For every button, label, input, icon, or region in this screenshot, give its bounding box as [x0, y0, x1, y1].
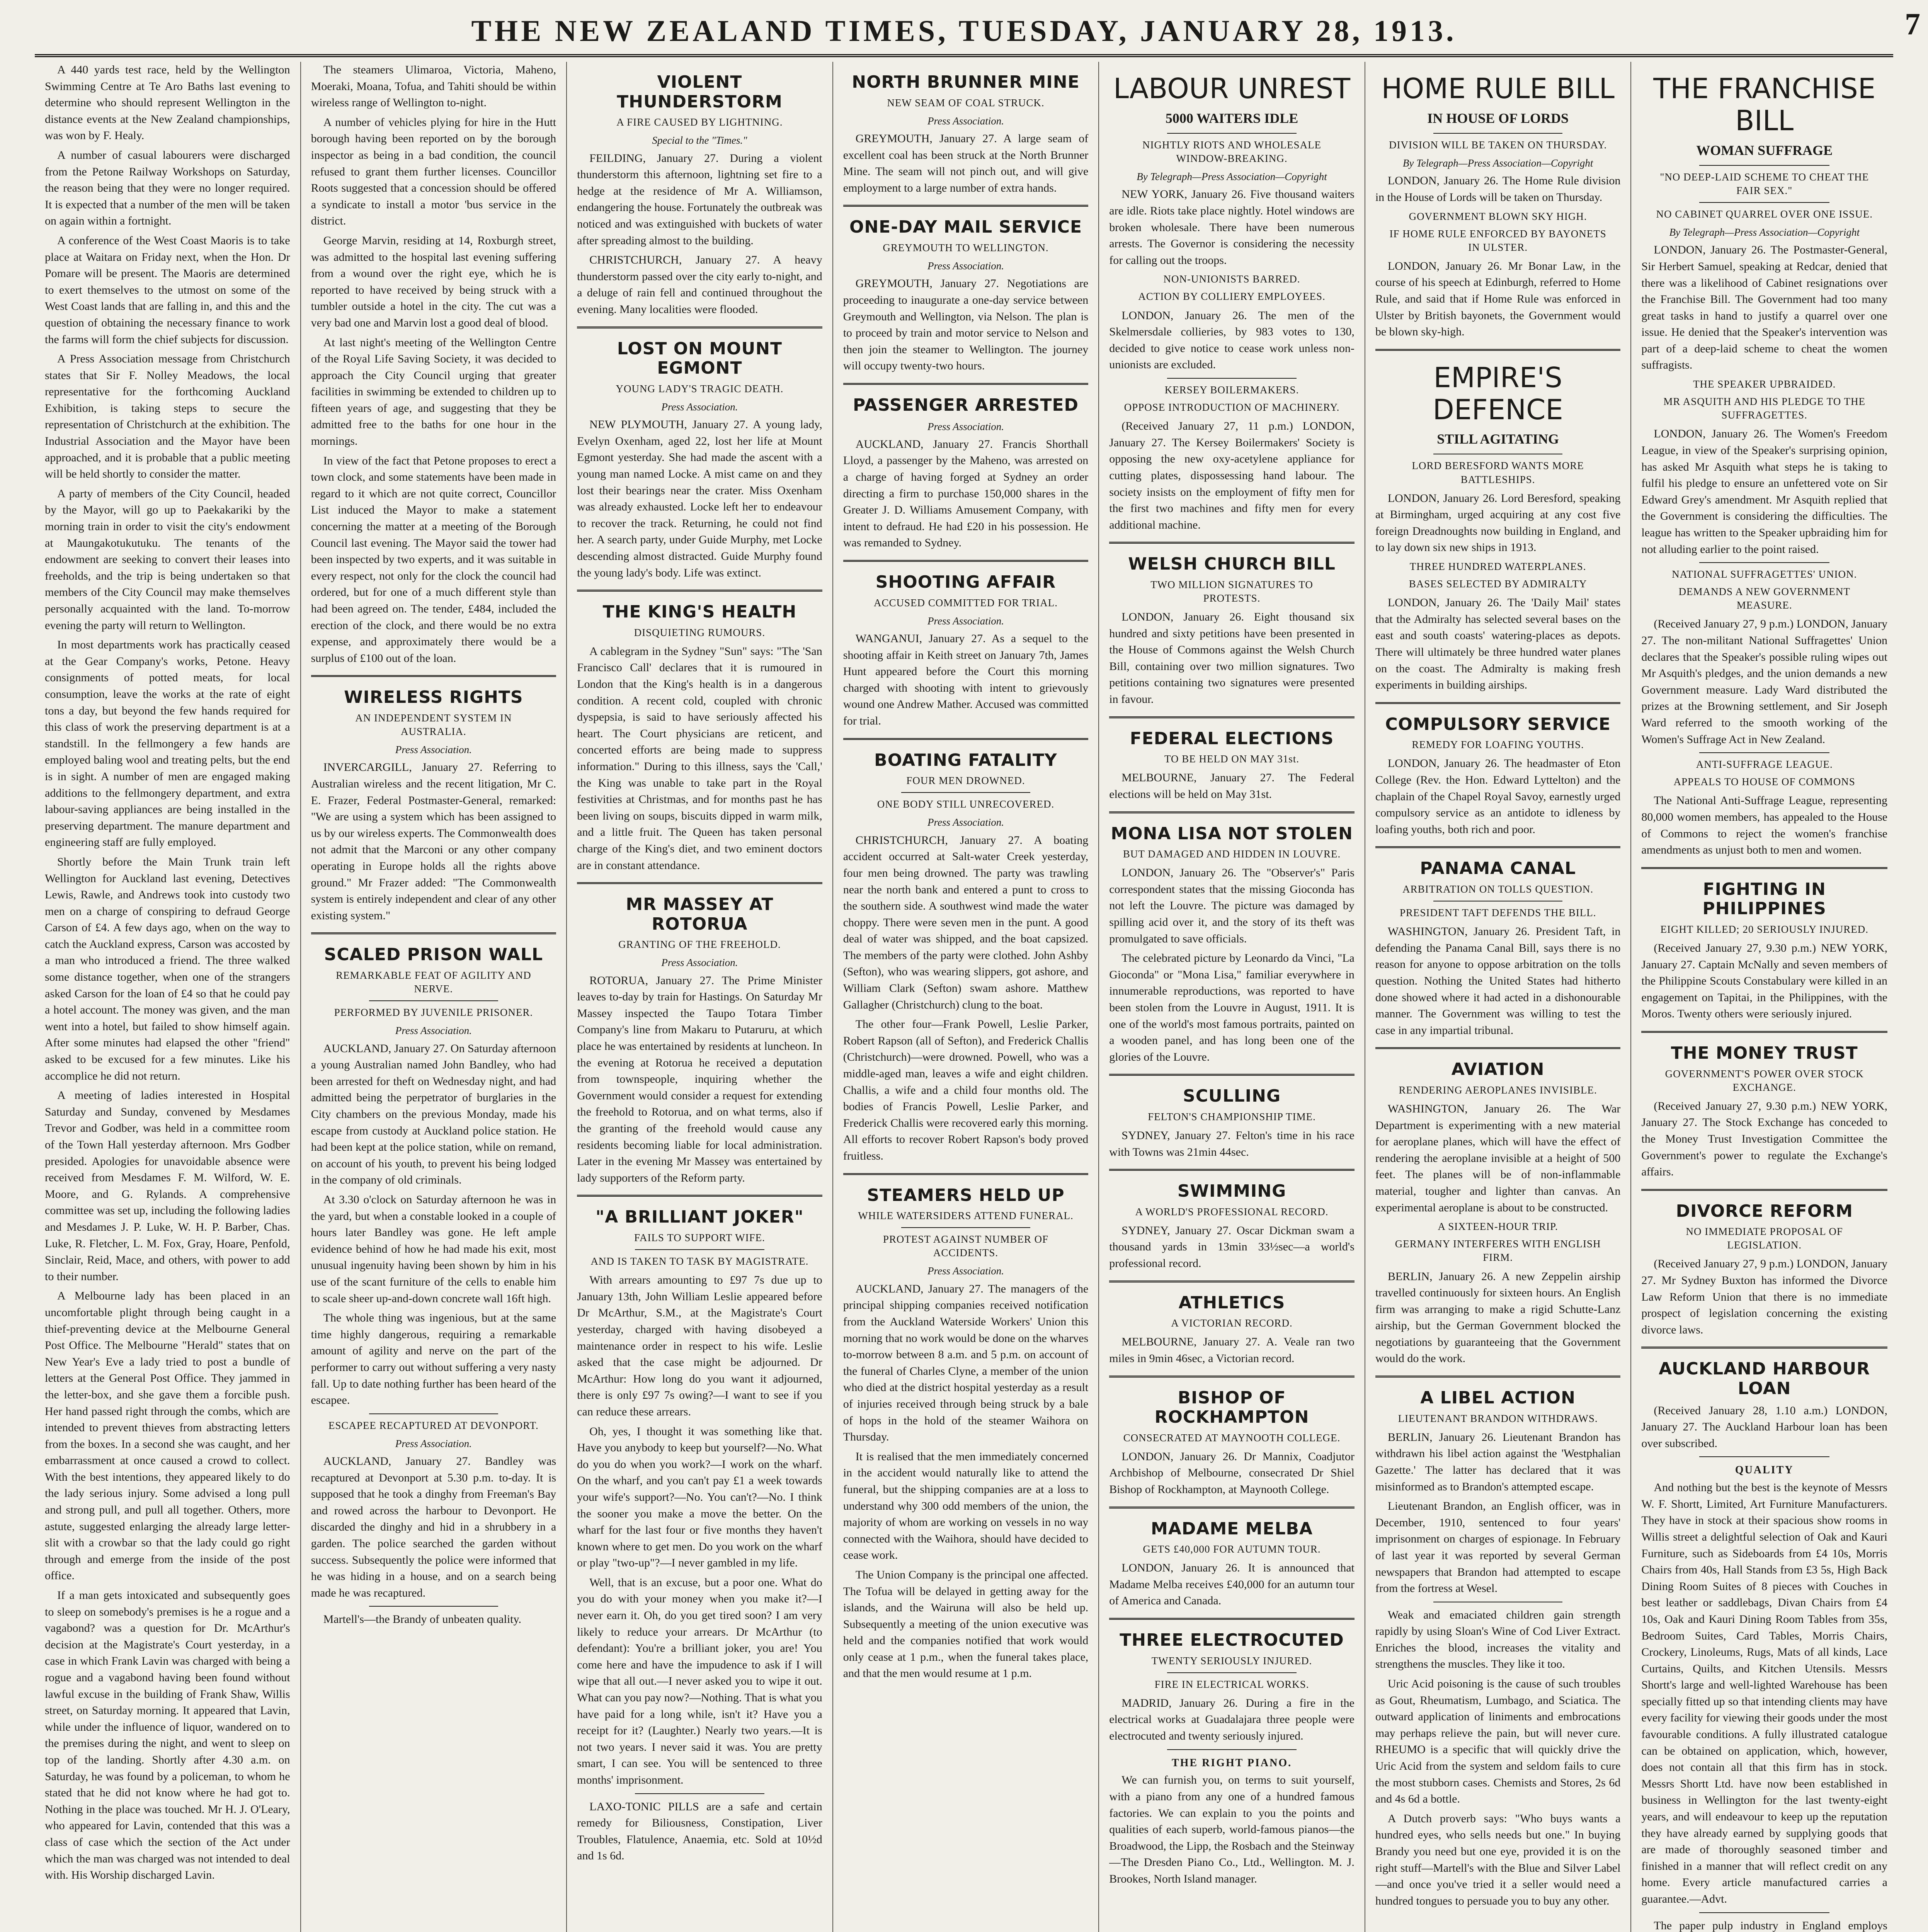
dateline: By Telegraph—Press Association—Copyright [1402, 157, 1593, 169]
section-rule [1375, 846, 1621, 848]
paragraph: LONDON, January 26. The Home Rule division in the House of Lords will be taken on Thursday. [1375, 174, 1621, 204]
headline: THE KING'S HEALTH [602, 602, 797, 622]
subheadline: APPEALS TO HOUSE OF COMMONS [1673, 776, 1855, 788]
subheadline: GRANTING OF THE FREEHOLD. [618, 939, 781, 951]
subheadline: DEMANDS A NEW GOVERNMENT MEASURE. [1678, 586, 1850, 611]
section-rule [843, 738, 1089, 740]
subheadline: FELTON'S CHAMPIONSHIP TIME. [1148, 1111, 1316, 1122]
section-rule [1641, 1031, 1887, 1033]
section-rule [311, 675, 556, 677]
subheadline: PRESIDENT TAFT DEFENDS THE BILL. [1399, 907, 1596, 919]
section-rule [1109, 1169, 1355, 1171]
paragraph: Shortly before the Main Trunk train left Wellington for Auckland last evening, Detectives Lewis, Rawle, and Andrews took into custody two men on a charge of conspiring to defraud George Carson of £4. A few days ago, when on the way to catch the Auckland express, Carson was accosted by a man who introduced a friend. The three walked some distance together, when one of the strangers asked Carson for the loan of £4 so that he could pay a hotel account. The money was given, and the man went into a hotel, but failed to show himself again. After some minutes had elapsed the other "friend" asked to be excused for a few minutes. Like his accomplice he did not return. [45, 855, 290, 1082]
subheadline: STILL AGITATING [1437, 431, 1559, 447]
paragraph: The celebrated picture by Leonardo da Vinci, "La Gioconda" or "Mona Lisa," familiar everywhere in innumerable reproductions, was reported to have been stolen from the Louvre in August, 1911. It is one of the world's most famous portraits, painted on a wooden panel, and has long been one of the glories of the Louvre. [1109, 952, 1355, 1063]
subheadline: NATIONAL SUFFRAGETTES' UNION. [1672, 568, 1857, 580]
advertisement: And nothing but the best is the keynote of Messrs W. F. Shortt, Limited, Art Furniture Manufacturers. They have in stock at their spacious show rooms in Willis street a delightful selection of Oak and Kauri Furniture, such as Sideboards from £4 10s, Morris Chairs from 40s, Hall Stands from £3 5s, High Back Dining Room Suites of 8 pieces with Couches in best leather or saddlebags, Divan Chairs from £4 10s, Oak and Kauri Dining Room Tables from 35s, Bedroom Suites, Card Tables, Morris Chairs, Crockery, Linoleums, Rugs, Mats of all kinds, Lace Curtains, Quilts, and Kitchen Utensils. Messrs Shortt's large and well-lighted Warehouse has been specially fitted up so that intending clients may have every facility for viewing their goods under the most favourable conditions. A fully illustrated catalogue can be obtained on application, which, however, does not contain all that this firm has in stock. Messrs Shortt Ltd. have now been established in business in Wellington for the last twenty-eight years, and will endeavour to keep up the reputation they have already earned by supplying goods that are made of thoroughly seasoned timber and finished in a manner that will reflect credit on any home. Every article manufactured carries a guarantee.—Advt. [1641, 1481, 1887, 1905]
headline: MR MASSEY AT ROTORUA [626, 895, 774, 934]
dateline: By Telegraph—Press Association—Copyright [1669, 226, 1860, 238]
divider [369, 1606, 499, 1607]
paragraph: LONDON, January 26. The "Observer's" Paris correspondent states that the missing Gioconda has not left the Louvre. The picture was damaged by spilling acid over it, and the story of its theft was promulgated to save officials. [1109, 866, 1355, 945]
paragraph: NEW PLYMOUTH, January 27. A young lady, Evelyn Oxenham, aged 22, lost her life at Mount Egmont yesterday. She had made the ascent with a young man named Locke. A mist came on and they lost their bearings near the crater. Miss Oxenham was already exhausted. Locke left her to endeavour to recover the track. Returning, he could not find her. A search party, under Guide Murphy, met Locke descending almost distracted. Guide Murphy found the young lady's body. Life was extinct. [577, 418, 822, 579]
subheadline: REMARKABLE FEAT OF AGILITY AND NERVE. [336, 969, 531, 995]
divider [369, 1000, 499, 1001]
dateline: Press Association. [927, 420, 1004, 432]
headline: THREE ELECTROCUTED [1120, 1630, 1344, 1650]
dateline: Press Association. [927, 260, 1004, 272]
paragraph: NEW YORK, January 26. Five thousand waiters are idle. Riots take place nightly. Hotel windows are broken wholesale. There have been numerous arrests. The Governor is considering the necessity for calling out the troops. [1109, 188, 1355, 267]
section-rule [577, 590, 822, 592]
headline: BISHOP OF ROCKHAMPTON [1154, 1388, 1309, 1427]
paragraph: BERLIN, January 26. A new Zeppelin airship travelled continuously for sixteen hours. An English firm was arranging to make a rigid Schutte-Lanz airship, but the German Government blocked the negotiations by guaranteeing that the Government would do the work. [1375, 1270, 1621, 1365]
divider [1699, 752, 1829, 753]
subheadline: DIVISION WILL BE TAKEN ON THURSDAY. [1389, 139, 1607, 151]
advertisement: LAXO-TONIC PILLS are a safe and certain remedy for Biliousness, Constipation, Liver Troubles, Flatulence, Anaemia, etc. Sold at 10½d and 1s 6d. [577, 1800, 822, 1862]
headline: ONE-DAY MAIL SERVICE [849, 217, 1082, 237]
section-rule [843, 560, 1089, 562]
page-number: 7 [1905, 7, 1920, 41]
paragraph: A number of casual labourers were discharged from the Petone Railway Workshops on Saturday, the reason being that they were no longer required. It is expected that a number of the men will be taken on again within a fortnight. [45, 148, 290, 228]
section-rule [1641, 867, 1887, 869]
subheadline: A VICTORIAN RECORD. [1171, 1317, 1293, 1329]
paragraph: INVERCARGILL, January 27. Referring to Australian wireless and the recent litigation, Mr C. E. Frazer, Federal Postmaster-General, remarked: "We are using a system which has been assigned to us by our wireless experts. The Commonwealth does not admit that the Marconi or any other company operating in Europe holds all the rights above ground." Mr Frazer added: "The Commonwealth system is entirely independent and clear of any other existing system." [311, 761, 556, 922]
headline: HOME RULE BILL [1381, 72, 1615, 105]
subheadline: THREE HUNDRED WATERPLANES. [1409, 561, 1586, 573]
divider [1699, 165, 1829, 166]
subheadline: FOUR MEN DROWNED. [906, 775, 1025, 787]
advertisement: A Dutch proverb says: "Who buys wants a hundred eyes, who sells needs but one." In buying Brandy you need but one eye, provided it is on the right stuff—Martell's with the Blue and Silver Label—and once you've tried it a seller would need a hundred tongues to persuade you to buy any other. [1375, 1812, 1621, 1907]
column-7 [1631, 62, 1897, 1932]
section-rule [843, 205, 1089, 207]
paragraph: A meeting of ladies interested in Hospital Saturday and Sunday, convened by Mesdames Trevor and Godber, was held in a committee room of the Town Hall yesterday afternoon. Mrs Godber presided. Apologies for unavoidable absence were received from Mesdames F. M. Wilford, W. E. Moore, and G. Rylands. A comprehensive committee was set up, including the following ladies and Mesdames J. P. Luke, W. H. P. Barber, Chas. Luke, R. Fletcher, L. M. Fox, Gray, Hoare, Penfold, Sinclair, Reid, Mace, and others, with power to add to their number. [45, 1089, 290, 1283]
advertisement-heading: QUALITY [1735, 1464, 1794, 1476]
subheadline: GOVERNMENT'S POWER OVER STOCK EXCHANGE. [1665, 1068, 1864, 1093]
paragraph: LONDON, January 26. The men of the Skelmersdale collieries, by 983 votes to 130, decided to give notice to cease work unless non-unionists are excluded. [1109, 309, 1355, 371]
paragraph: AUCKLAND, January 27. Bandley was recaptured at Devonport at 5.30 p.m. to-day. It is supposed that he took a dinghy from Freeman's Bay and rowed across the harbour to Devonport. He discarded the dinghy and hid in a shrubbery in a garden. The police searched the garden without success. Subsequently the police were informed that he was hiding in a house, and on a search being made he was recaptured. [311, 1455, 556, 1599]
subheadline: RENDERING AEROPLANES INVISIBLE. [1399, 1084, 1597, 1096]
paragraph: The paper pulp industry in England employs [1654, 1919, 1887, 1932]
section-rule [1109, 1507, 1355, 1509]
divider [635, 1249, 764, 1250]
headline: ATHLETICS [1178, 1293, 1285, 1313]
divider [1433, 133, 1563, 134]
section-rule [577, 1195, 822, 1197]
subheadline: EIGHT KILLED; 20 SERIOUSLY INJURED. [1660, 923, 1868, 935]
paragraph: In most departments work has practically ceased at the Gear Company's works, Petone. Heavy consignments of potted meats, for local consumption, leave the works at the rate of eight tons a day, but beyond the few hands required for this class of work the preserving department is at a standstill. In the fellmongery a few hands are employed baling wool and treating pelts, but the end is in sight. A number of men are engaged making additions to the fellmongery department, and extra labour-saving appliances are being installed in the preserving department. The manure department and engineering staff are fully employed. [45, 638, 290, 849]
paragraph: LONDON, January 26. The headmaster of Eton College (Rev. the Hon. Edward Lyttelton) and the chaplain of the Chapel Royal Savoy, earnestly urged compulsory service as an antidote to idleness by loafing youths, both rich and poor. [1375, 757, 1621, 836]
section-rule [1109, 811, 1355, 813]
paragraph: In view of the fact that Petone proposes to erect a town clock, and some statements have been made in regard to it which are not quite correct, Councillor List induced the Mayor to make a statement concerning the matter at a meeting of the Borough Council last evening. The Mayor said the tower had been inspected by two experts, and it was suitable in every respect, not only for the clock the council had ordered, but for one of a much different style than had been agreed on. The tender, £484, included the erection of the clock, and there would be no extra expense, and approximately there would be a surplus of £100 out of the loan. [311, 454, 556, 665]
paragraph: The steamers Ulimaroa, Victoria, Maheno, Moeraki, Moana, Tofua, and Tahiti should be within wireless range of Wellington to-night. [311, 63, 556, 109]
paragraph: The Union Company is the principal one affected. The Tofua will be delayed in getting away for the islands, and the Wairuna will also be held up. Subsequently a meeting of the union executive was held and the companies notified that work would only cease at 1 p.m., when the funeral takes place, and that the men would resume at 1 p.m. [843, 1568, 1089, 1680]
headline: LOST ON MOUNT EGMONT [617, 338, 783, 378]
paragraph: A conference of the West Coast Maoris is to take place at Waitara on Friday next, when the Hon. Dr Pomare will be present. The Maoris are determined to exert themselves to the utmost on some of the West Coast lands that are falling in, and this and the question of obtaining the necessary finance to work the farms will form the chief subjects for discussion. [45, 234, 290, 346]
headline: A LIBEL ACTION [1420, 1388, 1576, 1408]
subheadline: ESCAPEE RECAPTURED AT DEVONPORT. [328, 1419, 539, 1431]
section-rule [1641, 1347, 1887, 1349]
masthead [35, 8, 1893, 57]
subheadline: GREYMOUTH TO WELLINGTON. [883, 242, 1049, 253]
paragraph: A 440 yards test race, held by the Wellington Swimming Centre at Te Aro Baths last evening to determine who should represent Wellington in the distance events at the New Zealand championships, was won by F. Healy. [45, 63, 290, 142]
headline: NORTH BRUNNER MINE [852, 72, 1080, 92]
subheadline: "NO DEEP-LAID SCHEME TO CHEAT THE FAIR SEX." [1660, 171, 1869, 196]
headline: SCULLING [1183, 1086, 1281, 1106]
paragraph: (Received January 27, 9 p.m.) LONDON, January 27. Mr Sydney Buxton has informed the Divorce Law Reform Union that there is no immediate prospect of legislation concerning the existing divorce laws. [1641, 1257, 1887, 1336]
column-4 [833, 62, 1099, 1932]
subheadline: A WORLD'S PROFESSIONAL RECORD. [1135, 1206, 1329, 1218]
subheadline: NEW SEAM OF COAL STRUCK. [887, 97, 1045, 109]
column-5 [1099, 62, 1365, 1932]
column-grid [35, 62, 1897, 1932]
paragraph: GREYMOUTH, January 27. A large seam of excellent coal has been struck at the North Brunner Mine. The seam will not pinch out, and will give employment to a large number of extra hands. [843, 132, 1089, 194]
section-rule [577, 327, 822, 328]
subheadline: TWENTY SERIOUSLY INJURED. [1151, 1655, 1312, 1667]
paragraph: Well, that is an excuse, but a poor one. What do you do with your money when you make it?—I never earn it. Oh, do you get tired soon? I am very likely to reduce your arrears. Dr McArthur (to defendant): You're a brilliant joker, you are! You come here and have the impudence to ask if I will wipe that all out.—I never asked you to wipe it out. What can you pay now?—Nothing. That is what you have paid for a long while, isn't it? Have you a receipt for it? (Laughter.) Nearly two years.—It is not two years. I never said it was. You are pretty smart, I can see. You will be sentenced to three months' imprisonment. [577, 1576, 822, 1787]
paragraph: The National Anti-Suffrage League, representing 80,000 women members, has appealed to the House of Commons to reject the women's franchise amendments as unjust both to men and women. [1641, 794, 1887, 857]
section-rule [1109, 716, 1355, 718]
paragraph: BERLIN, January 26. Lieutenant Brandon has withdrawn his libel action against the 'Westphalian Gazette.' The latter has declared that it was misinformed as to Brandon's attempted escape. [1375, 1430, 1621, 1493]
paragraph: LONDON, January 26. The 'Daily Mail' states that the Admiralty has selected several bases on the east and south coasts' watering-places as depots. There will ultimately be three hundred water planes on the coast. The Admiralty is making fresh experiments in building airships. [1375, 596, 1621, 692]
paragraph: LONDON, January 26. Lord Beresford, speaking at Birmingham, urged acquiring at any cost five foreign Dreadnoughts now building in England, and to lay down six new ships in 1913. [1375, 492, 1621, 554]
dateline: Press Association. [395, 1437, 472, 1449]
dateline: Press Association. [395, 744, 472, 756]
subheadline: ANTI-SUFFRAGE LEAGUE. [1696, 759, 1833, 770]
divider [901, 792, 1031, 793]
advertisement: Uric Acid poisoning is the cause of such troubles as Gout, Rheumatism, Lumbago, and Sciatica. The outward application of liniments and embrocations may perhaps relieve the pain, but will never cure. RHEUMO is a specific that will quickly drive the Uric Acid from the system and seldom fails to cure the most stubborn cases. Chemists and Stores, 2s 6d and 4s 6d a bottle. [1375, 1677, 1621, 1806]
dateline: Special to the "Times." [652, 134, 747, 146]
subheadline: FAILS TO SUPPORT WIFE. [634, 1232, 765, 1244]
paragraph: The whole thing was ingenious, but at the same time highly dangerous, requiring a remarkable amount of agility and nerve on the part of the performer to carry out without suffering a very nasty fall. Up to date nothing further has been heard of the escapee. [311, 1311, 556, 1407]
divider [1699, 562, 1829, 563]
paragraph: LONDON, January 26. Dr Mannix, Coadjutor Archbishop of Melbourne, consecrated Dr Shiel Bishop of Rockhampton, at Maynooth College. [1109, 1450, 1355, 1496]
dateline: By Telegraph—Press Association—Copyright [1137, 171, 1327, 183]
masthead-title: THE NEW ZEALAND TIMES, TUESDAY, JANUARY 28, 1913. [471, 14, 1457, 48]
paragraph: (Received January 27, 9.30 p.m.) NEW YORK, January 27. The Stock Exchange has conceded to the Money Trust Investigation Committee the Government's power to regulate the Exchange's affairs. [1641, 1099, 1887, 1179]
paragraph: (Received January 28, 1.10 a.m.) LONDON, January 27. The Auckland Harbour loan has been over subscribed. [1641, 1404, 1887, 1450]
headline: STEAMERS HELD UP [867, 1185, 1065, 1205]
subheadline: BUT DAMAGED AND HIDDEN IN LOUVRE. [1123, 848, 1341, 860]
subheadline: FIRE IN ELECTRICAL WORKS. [1154, 1678, 1309, 1690]
section-rule [1109, 1281, 1355, 1282]
paragraph: George Marvin, residing at 14, Roxburgh street, was admitted to the hospital last evening suffering from a wound over the right eye, which he is reported to have received by being struck with a tumbler outside a hotel in the city. The cut was a very bad one and Marvin lost a good deal of blood. [311, 234, 556, 329]
subheadline: YOUNG LADY'S TRAGIC DEATH. [616, 383, 784, 395]
column-1 [35, 62, 301, 1932]
headline: AUCKLAND HARBOUR LOAN [1659, 1359, 1870, 1399]
paragraph: AUCKLAND, January 27. On Saturday afternoon a young Australian named John Bandley, who had been arrested for theft on Wednesday night, and had admitted being the perpetrator of burglaries in the City chambers on the previous Monday, made his escape from custody at Auckland police station. He had been kept at the police station, while on remand, on account of his youth, to prevent his being lodged in the company of old criminals. [311, 1042, 556, 1187]
headline: AVIATION [1451, 1060, 1545, 1080]
headline: FEDERAL ELECTIONS [1130, 728, 1334, 748]
section-rule [311, 932, 556, 934]
divider [1699, 1456, 1829, 1457]
paragraph: Oh, yes, I thought it was something like that. Have you anybody to keep but yourself?—No. What do you do when you work?—I work on the wharf. On the wharf, and you can't pay £1 a week towards your wife's support?—No. You can't?—No. I think the sooner you make a move the better. On the wharf for the last four or five months they haven't known where to get men. Do you work on the wharf or play "two-up"?—I never gambled in my life. [577, 1425, 822, 1570]
paragraph: At 3.30 o'clock on Saturday afternoon he was in the yard, but when a constable looked in a couple of hours later Bandley was gone. He left ample evidence behind of how he had made his exit, most unusual ingenuity having been shown by him in his use of the scant furniture of the cells to enable him to scale sheer up-and-down concrete wall 16ft high. [311, 1193, 556, 1305]
paragraph: FEILDING, January 27. During a violent thunderstorm this afternoon, lightning set fire to a hedge at the residence of Mr A. Williamson, endangering the house. Fortunately the outbreak was noticed and was extinguished with buckets of water after spreading almost to the building. [577, 151, 822, 247]
dateline: Press Association. [927, 115, 1004, 127]
headline: COMPULSORY SERVICE [1385, 714, 1611, 734]
paragraph: ROTORUA, January 27. The Prime Minister leaves to-day by train for Hastings. On Saturday Mr Massey inspected the Taupo Totara Timber Company's line from Makaru to Putaruru, at which place he was entertained by residents at luncheon. In the evening at Rotorua he received a deputation from townspeople, inquiring whether the Government would consider a request for extending the freehold to Rotorua, and on what terms, also if the granting of the freehold would cause any residents becoming liable for local administration. Later in the evening Mr Massey was entertained by lady supporters of the Reform party. [577, 974, 822, 1184]
subheadline: LIEUTENANT BRANDON WITHDRAWS. [1398, 1412, 1598, 1424]
headline: THE FRANCHISE BILL [1653, 72, 1876, 137]
subheadline: KERSEY BOILERMAKERS. [1164, 384, 1299, 396]
paragraph: It is realised that the men immediately concerned in the accident would naturally like to attend the funeral, but the shipping companies are at a loss to understand why 300 odd members of the union, the majority of whom are working on vessels in no way connected with the Waihora, should have decided to cease work. [843, 1450, 1089, 1562]
divider [1699, 202, 1829, 203]
subheadline: TWO MILLION SIGNATURES TO PROTESTS. [1150, 578, 1313, 604]
paragraph: LONDON, January 26. Eight thousand six hundred and sixty petitions have been presented in the House of Commons against the Welsh Church Bill, containing over two million signatures. Two petitions containing two signatures were presented in favour. [1109, 611, 1355, 706]
headline: FIGHTING IN PHILIPPINES [1702, 879, 1826, 919]
subheadline: OPPOSE INTRODUCTION OF MACHINERY. [1124, 401, 1340, 413]
paragraph: Lieutenant Brandon, an English officer, was in December, 1910, sentenced to four years' imprisonment on charges of espionage. In February of last year it was reported by several German newspapers that Brandon had attempted to escape from the fortress at Wesel. [1375, 1500, 1621, 1595]
paragraph: A party of members of the City Council, headed by the Mayor, will go up to Paekakariki by the morning train in order to visit the city's endowment at Maungakotukutuku. The tenants of the endowment are seeking to convert their leases into freeholds, and the trip is being undertaken so that members of the City Council may make themselves personally acquainted with the land. To-morrow evening the party will return to Wellington. [45, 487, 290, 632]
headline: MONA LISA NOT STOLEN [1111, 823, 1353, 844]
section-rule [1375, 1047, 1621, 1049]
subheadline: IF HOME RULE ENFORCED BY BAYONETS IN ULSTER. [1389, 228, 1606, 253]
headline: VIOLENT THUNDERSTORM [617, 72, 783, 112]
section-rule [577, 882, 822, 884]
advertisement: Weak and emaciated children gain strength rapidly by using Sloan's Wine of Cod Liver Extract. Enriches the blood, increases the vitality and strengthens the muscles. They like it too. [1375, 1608, 1621, 1671]
section-rule [1641, 1189, 1887, 1191]
paragraph: MELBOURNE, January 27. A. Veale ran two miles in 9min 46sec, a Victorian record. [1109, 1335, 1355, 1365]
section-rule [1375, 1376, 1621, 1378]
subheadline: REMEDY FOR LOAFING YOUTHS. [1412, 739, 1584, 751]
section-rule [1375, 702, 1621, 704]
paragraph: With arrears amounting to £97 7s due up to January 13th, John William Leslie appeared before Dr McArthur, S.M., at the Magistrate's Court yesterday, charged with having disobeyed a maintenance order in respect to his wife. Leslie asked that the case might be adjourned. Dr McArthur: How long do you want it adjourned, there is only £97 7s owing?—I want to see if you can reduce these arrears. [577, 1274, 822, 1418]
divider [1167, 133, 1297, 134]
headline: "A BRILLIANT JOKER" [596, 1207, 804, 1227]
section-rule [1109, 542, 1355, 544]
divider [1167, 1672, 1297, 1673]
paragraph: AUCKLAND, January 27. The managers of the principal shipping companies received notification from the Auckland Waterside Workers' Union this morning that no work would be done on the wharves to-morrow between 8 a.m. and 5 p.m. on account of the funeral of Charles Clyne, a member of the union who died at the district hospital yesterday as a result of injuries received through being struck by a bale of hops in the hold of the steamer Waihora on Thursday. [843, 1282, 1089, 1444]
advertisement-heading: THE RIGHT PIANO. [1171, 1757, 1292, 1769]
subheadline: AN INDEPENDENT SYSTEM IN AUSTRALIA. [355, 712, 512, 738]
paragraph: MELBOURNE, January 27. The Federal elections will be held on May 31st. [1109, 771, 1355, 801]
divider [1167, 378, 1297, 379]
section-rule [1109, 1618, 1355, 1620]
subheadline: NIGHTLY RIOTS AND WHOLESALE WINDOW-BREAKING. [1142, 139, 1322, 164]
paragraph: LONDON, January 26. The Women's Freedom League, in view of the Speaker's surprising opinion, has asked Mr Asquith what steps he is taking to fulfil his pledge to ensure an unfettered vote on Sir Edward Grey's amendment. Mr Asquith replied that the Government is considering the difficulties. The league has written to the Speaker upbraiding him for not alluding earlier to the point raised. [1641, 427, 1887, 556]
advertisement: We can furnish you, on terms to suit yourself, with a piano from any one of a hundred famous factories. We can explain to you the points and qualities of each superb, world-famous pianos—the Broadwood, the Lipp, the Rosbach and the Steinway—The Dresden Piano Co., Ltd., Wellington. M. J. Brookes, North Island manager. [1109, 1774, 1355, 1885]
paragraph: (Received January 27, 9.30 p.m.) NEW YORK, January 27. Captain McNally and seven members of the Philippine Scouts Constabulary were killed in an engagement on Tapitai, in the Philippines, with the Moros. Twenty others were seriously injured. [1641, 941, 1887, 1020]
paragraph: MADRID, January 26. During a fire in the electrical works at Guadalajara three people were electrocuted and twenty seriously injured. [1109, 1696, 1355, 1743]
paragraph: (Received January 27, 11 p.m.) LONDON, January 27. The Kersey Boilermakers' Society is opposing the new oxy-acetylene appliance for cutting plates, dispossessing hand labour. The society insists on the employment of fifty men for the first two machines and fifty men for every additional machine. [1109, 420, 1355, 531]
divider [369, 1413, 499, 1414]
dateline: Press Association. [661, 401, 738, 413]
headline: EMPIRE'S DEFENCE [1433, 361, 1563, 426]
paragraph: CHRISTCHURCH, January 27. A heavy thunderstorm passed over the city early to-night, and a deluge of rain fell and continued throughout the evening. Many localities were flooded. [577, 253, 822, 316]
subheadline: CONSECRATED AT MAYNOOTH COLLEGE. [1123, 1432, 1341, 1444]
subheadline: DISQUIETING RUMOURS. [634, 626, 766, 638]
subheadline: A FIRE CAUSED BY LIGHTNING. [616, 116, 783, 128]
subheadline: WOMAN SUFFRAGE [1696, 142, 1833, 158]
headline: BOATING FATALITY [874, 750, 1057, 770]
subheadline: MR ASQUITH AND HIS PLEDGE TO THE SUFFRAGETTES. [1663, 396, 1865, 421]
subheadline: TO BE HELD ON MAY 31st. [1164, 753, 1300, 765]
paragraph: SYDNEY, January 27. Felton's time in his race with Towns was 21min 44sec. [1109, 1129, 1355, 1158]
column-3 [567, 62, 833, 1932]
subheadline: IN HOUSE OF LORDS [1427, 110, 1569, 126]
divider [1167, 1749, 1297, 1750]
dateline: Press Association. [927, 615, 1004, 627]
headline: PASSENGER ARRESTED [853, 395, 1079, 415]
subheadline: ACCUSED COMMITTED FOR TRIAL. [873, 597, 1058, 609]
subheadline: ACTION BY COLLIERY EMPLOYEES. [1138, 291, 1326, 303]
subheadline: AND IS TAKEN TO TASK BY MAGISTRATE. [590, 1255, 809, 1267]
paragraph: AUCKLAND, January 27. Francis Shorthall Lloyd, a passenger by the Maheno, was arrested on a charge of having forged at Sydney an order directing a firm to purchase 150,000 shares in the Greater J. D. Williams Amusement Company, with intent to defraud. He had £20 in his possession. He was remanded to Sydney. [843, 437, 1089, 549]
subheadline: GETS £40,000 FOR AUTUMN TOUR. [1143, 1543, 1321, 1555]
subheadline: ARBITRATION ON TOLLS QUESTION. [1402, 883, 1594, 895]
paragraph: At last night's meeting of the Wellington Centre of the Royal Life Saving Society, it was decided to approach the City Council urging that greater facilities in swimming be extended to children up to fifteen years of age, and suggesting that they be admitted free to the baths for one hour in the mornings. [311, 336, 556, 448]
section-rule [1375, 349, 1621, 351]
paragraph: LONDON, January 26. Mr Bonar Law, in the course of his speech at Edinburgh, referred to Home Rule, and said that if Home Rule was enforced in Ulster by British bayonets, the Government would be blown sky-high. [1375, 259, 1621, 338]
column-6 [1365, 62, 1632, 1932]
divider [635, 1793, 764, 1794]
headline: MADAME MELBA [1151, 1519, 1313, 1539]
subheadline: A SIXTEEN-HOUR TRIP. [1438, 1221, 1558, 1233]
paragraph: SYDNEY, January 27. Oscar Dickman swam a thousand yards in 13min 33½sec—a world's professional record. [1109, 1224, 1355, 1270]
subheadline: PROTEST AGAINST NUMBER OF ACCIDENTS. [883, 1233, 1049, 1259]
subheadline: NO CABINET QUARREL OVER ONE ISSUE. [1656, 208, 1873, 220]
paragraph: WANGANUI, January 27. As a sequel to the shooting affair in Keith street on January 7th, James Hunt appeared before the Court this morning charged with shooting with intent to grievously wound one Andrew Mather. Accused was committed for trial. [843, 632, 1089, 728]
headline: DIVORCE REFORM [1676, 1201, 1853, 1221]
dateline: Press Association. [927, 1265, 1004, 1277]
divider [1699, 1912, 1829, 1913]
subheadline: PERFORMED BY JUVENILE PRISONER. [334, 1007, 533, 1019]
section-rule [843, 1173, 1089, 1175]
paragraph: A Melbourne lady has been placed in an uncomfortable plight through being caught in a thief-preventing device at the Melbourne General Post Office. The Melbourne "Herald" states that on New Year's Eve a lady tried to post a bundle of letters at the General Post Office. They jammed in the letter-box, and she gave them a forcible push. Her hand passed right through the combs, which are intended to prevent thieves from abstracting letters from the boxes. In a second she was caught, and her embarrassment at once caused a crowd to collect. With the best intentions, they appeared likely to do the lady serious injury. Some advised a long pull and strong pull, and pull all together. Others, more astute, suggested enlarging the already large letter-slit with a crowbar so that the lady could go right through and emerge from the inside of the post office. [45, 1289, 290, 1582]
paragraph: WASHINGTON, January 26. The War Department is experimenting with a new material for aeroplane planes, which will have the effect of rendering the aeroplane invisible at a height of 500 feet. The planes will be of non-inflammable material, tougher and lighter than canvas. An experimental aeroplane is about to be constructed. [1375, 1102, 1621, 1214]
paragraph: The other four—Frank Powell, Leslie Parker, Robert Rapson (all of Sefton), and Frederick Challis (Christchurch)—were drowned. Powell, who was a middle-aged man, leaves a wife and eight children. Challis, a wife and a child four months old. The bodies of Francis Powell, Leslie Parker, and Frederick Challis were recovered early this morning. All efforts to recover Robert Rapson's body proved fruitless. [843, 1018, 1089, 1163]
subheadline: GERMANY INTERFERES WITH ENGLISH FIRM. [1395, 1238, 1601, 1264]
subheadline: NON-UNIONISTS BARRED. [1163, 273, 1300, 285]
section-rule [1109, 1074, 1355, 1076]
headline: WIRELESS RIGHTS [344, 687, 523, 707]
subheadline: BASES SELECTED BY ADMIRALTY [1409, 578, 1587, 590]
subheadline: GOVERNMENT BLOWN SKY HIGH. [1409, 210, 1587, 222]
subheadline: THE SPEAKER UPBRAIDED. [1693, 378, 1836, 390]
dateline: Press Association. [927, 816, 1004, 828]
headline: SWIMMING [1177, 1181, 1286, 1201]
paragraph: GREYMOUTH, January 27. Negotiations are proceeding to inaugurate a one-day service between Greymouth and Wellington, via Nelson. The plan is to proceed by train and motor service to Nelson and then join the steamer to Wellington. The journey will occupy twenty-two hours. [843, 277, 1089, 372]
paragraph: (Received January 27, 9 p.m.) LONDON, January 27. The non-militant National Suffragettes' Union declares that the Speaker's possible ruling wipes out Mr Asquith's pledges, and the union demands a new Government measure. Lady Ward distributed the prizes at the Browning settlement, and Sir Joseph Ward referred to the smooth working of the Women's Suffrage Act in New Zealand. [1641, 617, 1887, 746]
subheadline: WHILE WATERSIDERS ATTEND FUNERAL. [858, 1210, 1074, 1222]
subheadline: ONE BODY STILL UNRECOVERED. [877, 798, 1055, 810]
section-rule [1109, 1376, 1355, 1378]
divider [901, 1227, 1031, 1228]
paragraph: WASHINGTON, January 26. President Taft, in defending the Panama Canal Bill, says there is no reason for anyone to oppose arbitration on the tolls question. Nothing the United States had hitherto done showed where it had acted in a dishonourable manner. The Government was willing to test the case in any impartial tribunal. [1375, 925, 1621, 1037]
paragraph: If a man gets intoxicated and subsequently goes to sleep on somebody's premises is he a rogue and a vagabond? was a question for Dr. McArthur's decision at the Magistrate's Court yesterday, in a case in which Frank Lavin was charged with being a rogue and a vagabond having been found without lawful excuse in the building of Frank Shaw, Willis street, on Saturday morning. It appeared that Lavin, while under the influence of liquor, wandered on to the premises during the night, and went to sleep on top of the landing. Shortly after 4.30 a.m. on Saturday, he was found by a policeman, to whom he stated that he did not know where he had got to. Nothing in the place was touched. Mr H. J. O'Leary, who appeared for Lavin, contended that this was a class of case which the section of the Act under which the man was charged was not intended to deal with. His Worship discharged Lavin. [45, 1589, 290, 1882]
advertisement: Martell's—the Brandy of unbeaten quality. [323, 1613, 522, 1626]
dateline: Press Association. [395, 1025, 472, 1037]
section-rule [843, 383, 1089, 385]
subheadline: 5000 WAITERS IDLE [1165, 110, 1298, 126]
subheadline: NO IMMEDIATE PROPOSAL OF LEGISLATION. [1686, 1226, 1843, 1251]
paragraph: A cablegram in the Sydney "Sun" says: "The 'San Francisco Call' declares that it is rumoured in London that the King's health is in a dangerous condition. A recent cold, coupled with chronic dyspepsia, is said to have seriously affected his heart. The Court physicians are reticent, and concerted efforts are being made to suppress information." During to this illness, says the 'Call,' the King was unable to take part in the Royal festivities at Christmas, and for months past he has been living on soups, biscuits dipped in warm milk, and a little fruit. The Queen has taken personal charge of the King's diet, and two eminent doctors are in constant attendance. [577, 645, 822, 872]
paragraph: LONDON, January 26. The Postmaster-General, Sir Herbert Samuel, speaking at Redcar, denied that there was a likelihood of Cabinet resignations over the Franchise Bill. The Government had too many great tasks in hand to justify a quarrel over one issue. He denied that the Speaker's intervention was part of a deep-laid scheme to cheat the women suffragists. [1641, 243, 1887, 372]
paragraph: A Press Association message from Christchurch states that Sir F. Nolley Meadows, the local representative for the forthcoming Auckland Exhibition, is taking steps to secure the representation of Christchurch at the exhibition. The Industrial Association and the Mayor have been approached, and it is probable that a public meeting will be held shortly to consider the matter. [45, 352, 290, 481]
column-2 [301, 62, 567, 1932]
headline: SCALED PRISON WALL [324, 945, 543, 965]
headline: WELSH CHURCH BILL [1128, 554, 1336, 574]
headline: LABOUR UNREST [1113, 72, 1351, 105]
paragraph: A number of vehicles plying for hire in the Hutt borough having been reported on by the borough inspector as being in a bad condition, the council refused to grant them further licenses. Councillor Roots suggested that a concession should be offered a syndicate to install a motor 'bus service in the district. [311, 116, 556, 228]
paragraph: CHRISTCHURCH, January 27. A boating accident occurred at Salt-water Creek yesterday, four men being drowned. The party was trawling near the north bank and entered a punt to cross to the southern side. A southwest wind made the water choppy. There were seven men in the punt. A good deal of water was shipped, and the boat capsized. The members of the party were clothed. John Ashby (Sefton), who was wearing slippers, got ashore, and William Clark (Sefton) swam ashore. Matthew Gallagher (Christchurch) clung to the boat. [843, 833, 1089, 1011]
headline: SHOOTING AFFAIR [875, 572, 1056, 592]
paragraph: LONDON, January 26. It is announced that Madame Melba receives £40,000 for an autumn tour of America and Canada. [1109, 1561, 1355, 1607]
dateline: Press Association. [661, 957, 738, 969]
headline: THE MONEY TRUST [1671, 1043, 1858, 1063]
subheadline: LORD BERESFORD WANTS MORE BATTLESHIPS. [1412, 460, 1584, 485]
headline: PANAMA CANAL [1420, 859, 1576, 879]
